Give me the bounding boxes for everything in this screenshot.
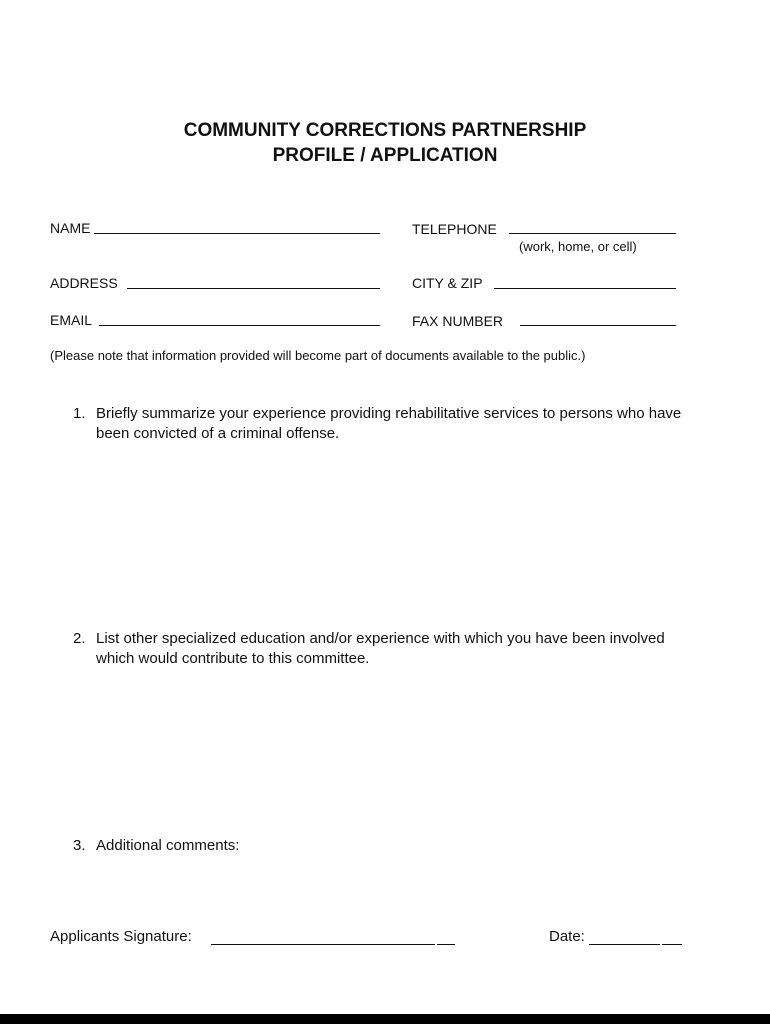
question-3 [73,836,713,858]
fax-label: FAX NUMBER [412,313,504,329]
question-2-number: 2. [73,630,86,647]
signature-label: Applicants Signature: [50,928,192,945]
city-zip-field[interactable] [494,288,676,289]
question-1 [73,404,713,444]
date-line-tail [662,944,682,945]
telephone-label: TELEPHONE [412,221,497,237]
name-label: NAME [50,220,91,236]
name-field[interactable] [94,233,380,234]
fax-field[interactable] [520,325,676,326]
question-1-text: Briefly summarize your experience providing rehabilitative services to persons who have been convicted of a criminal offense. [96,405,682,442]
address-field[interactable] [127,288,380,289]
question-2-answer-area[interactable] [95,675,705,825]
question-3-text: Additional comments: [96,837,240,854]
email-label: EMAIL [50,312,93,328]
public-records-notice: (Please note that information provided will become part of documents available to the public.) [50,348,586,363]
question-1-number: 1. [73,405,86,422]
telephone-hint: (work, home, or cell) [519,239,637,254]
page-bottom-bar [0,1014,770,1024]
question-2 [73,629,713,669]
email-field[interactable] [99,325,380,326]
question-1-answer-area[interactable] [95,450,705,610]
form-title-line-2: PROFILE / APPLICATION [272,145,498,166]
form-title-line-1: COMMUNITY CORRECTIONS PARTNERSHIP [183,120,587,141]
question-2-text: List other specialized education and/or experience with which you have been involved which would contribute to this committee. [96,630,665,667]
date-field[interactable] [589,944,660,945]
address-label: ADDRESS [50,275,118,291]
question-3-answer-area[interactable] [95,862,705,917]
signature-field[interactable] [211,944,435,945]
telephone-field[interactable] [509,233,676,234]
question-3-number: 3. [73,837,86,854]
city-zip-label: CITY & ZIP [412,275,483,291]
date-label: Date: [549,928,585,945]
signature-line-tail [437,944,455,945]
